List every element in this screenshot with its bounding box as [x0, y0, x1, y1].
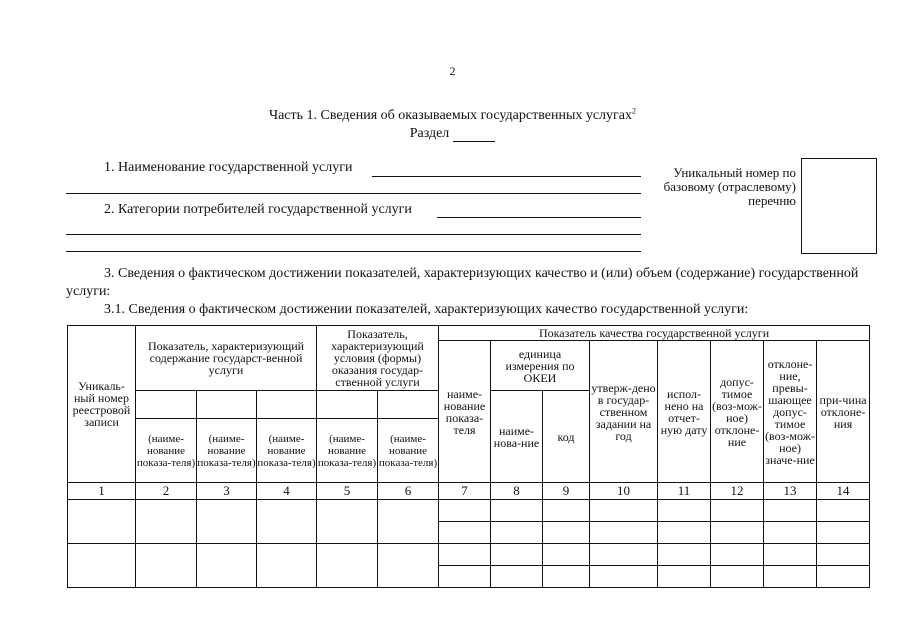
table-cell[interactable]	[764, 522, 817, 544]
h-conditions-gap-1	[317, 391, 378, 419]
col-number-2: 2	[136, 483, 197, 500]
section-line	[0, 126, 905, 142]
sub-indicator-4: (наиме-нование показа-теля)	[257, 419, 317, 483]
col-number-5: 5	[317, 483, 378, 500]
unique-number-box[interactable]	[801, 158, 877, 254]
col-number-8: 8	[491, 483, 543, 500]
table-cell[interactable]	[68, 500, 136, 544]
sub-indicator-3: (наиме-нование показа-теля)	[197, 419, 257, 483]
quality-indicators-table	[67, 325, 870, 588]
page-number: 2	[449, 64, 456, 78]
h-reason: при-чина отклоне-ния	[817, 341, 870, 483]
h-content-gap-1	[136, 391, 197, 419]
table-cell[interactable]	[543, 500, 590, 522]
item2-fill-line-3	[66, 251, 641, 252]
item2-fill-line-2	[66, 234, 641, 235]
table-cell[interactable]	[439, 522, 491, 544]
table-cell[interactable]	[590, 522, 658, 544]
col-number-4: 4	[257, 483, 317, 500]
table-cell[interactable]	[439, 566, 491, 588]
h-content: Показатель, характеризующий содержание государст-венной услуги	[136, 326, 317, 391]
col-number-13: 13	[764, 483, 817, 500]
table-cell[interactable]	[817, 544, 870, 566]
part-title: Часть 1. Сведения об оказываемых государственных услугах$^2$	[268, 106, 636, 123]
table-cell[interactable]	[658, 544, 711, 566]
h-conditions-gap-2	[378, 391, 439, 419]
table-cell[interactable]	[491, 522, 543, 544]
table-cell[interactable]	[378, 500, 439, 544]
unique-number-label: Уникальный номер по базовому (отраслевому) перечню	[663, 165, 796, 208]
sub-indicator-5: (наиме-нование показа-теля)	[317, 419, 378, 483]
h-executed: испол-нено на отчет-ную дату	[658, 341, 711, 483]
table-cell[interactable]	[590, 500, 658, 522]
table-cell[interactable]	[711, 500, 764, 522]
h-excess-dev: отклоне-ние, превы-шающее допус-тимое (воз-мож-ное) значе-ние	[764, 341, 817, 483]
table-cell[interactable]	[136, 500, 197, 544]
h-unit: единица измерения по ОКЕИ	[491, 341, 590, 391]
item2-fill-line	[437, 217, 641, 218]
table-cell[interactable]	[817, 522, 870, 544]
title-footnote: 2	[632, 106, 636, 116]
table-cell[interactable]	[197, 544, 257, 588]
table-cell[interactable]	[491, 500, 543, 522]
table-cell[interactable]	[378, 544, 439, 588]
table-cell[interactable]	[590, 566, 658, 588]
h-indicator-name: наиме-нование показа-теля	[439, 341, 491, 483]
sub-indicator-6: (наиме-нование показа-теля)	[378, 419, 439, 483]
table-cell[interactable]	[197, 500, 257, 544]
table-cell[interactable]	[491, 566, 543, 588]
table-cell[interactable]	[764, 566, 817, 588]
item1-fill-line	[372, 176, 641, 177]
table-cell[interactable]	[764, 500, 817, 522]
table-cell[interactable]	[764, 544, 817, 566]
h-conditions: Показатель, характеризующий условия (формы) оказания государ-ственной услуги	[317, 326, 439, 391]
col-number-14: 14	[817, 483, 870, 500]
table-cell[interactable]	[658, 522, 711, 544]
col-number-11: 11	[658, 483, 711, 500]
table-row	[68, 500, 870, 522]
sub-indicator-2: (наиме-нование показа-теля)	[136, 419, 197, 483]
h-content-gap-3	[257, 391, 317, 419]
table-cell[interactable]	[491, 544, 543, 566]
item1-fill-line-2	[66, 193, 641, 194]
col-number-1: 1	[68, 483, 136, 500]
table-cell[interactable]	[543, 544, 590, 566]
col-number-10: 10	[590, 483, 658, 500]
h-content-gap-2	[197, 391, 257, 419]
table-cell[interactable]	[257, 500, 317, 544]
h-unit-name: наиме-нова-ние	[491, 391, 543, 483]
table-cell[interactable]	[439, 544, 491, 566]
h-allowed-dev: допус-тимое (воз-мож-ное) отклоне-ние	[711, 341, 764, 483]
table-cell[interactable]	[711, 566, 764, 588]
item31-text: 3.1. Сведения о фактическом достижении показателей, характеризующих качество государственной услуги:	[104, 302, 749, 317]
table-cell[interactable]	[590, 544, 658, 566]
table-row	[68, 544, 870, 566]
table-cell[interactable]	[711, 544, 764, 566]
section-blank	[453, 129, 495, 142]
col-number-12: 12	[711, 483, 764, 500]
h-quality: Показатель качества государственной услуги	[439, 326, 870, 341]
table-cell[interactable]	[658, 500, 711, 522]
table-cell[interactable]	[711, 522, 764, 544]
table-cell[interactable]	[68, 544, 136, 588]
table-cell[interactable]	[257, 544, 317, 588]
table-cell[interactable]	[543, 522, 590, 544]
h-approved: утверж-дено в государ-ственном задании на год	[590, 341, 658, 483]
section-label: Раздел	[409, 126, 450, 141]
h-unit-code: код	[543, 391, 590, 483]
table-cell[interactable]	[136, 544, 197, 588]
table-cell[interactable]	[817, 566, 870, 588]
col-number-6: 6	[378, 483, 439, 500]
table-cell[interactable]	[439, 500, 491, 522]
col-number-9: 9	[543, 483, 590, 500]
item3-text: 3. Сведения о фактическом достижении показателей, характеризующих качество и (или) объем (содержание) государственной услуги:	[66, 266, 859, 299]
item2-label: 2. Категории потребителей государственной услуги	[104, 202, 412, 217]
table-cell[interactable]	[317, 544, 378, 588]
col-number-7: 7	[439, 483, 491, 500]
table-cell[interactable]	[543, 566, 590, 588]
h-registry: Уникаль-ный номер реестровой записи	[68, 326, 136, 483]
item1-label: 1. Наименование государственной услуги	[104, 160, 353, 175]
table-cell[interactable]	[658, 566, 711, 588]
table-cell[interactable]	[317, 500, 378, 544]
col-number-3: 3	[197, 483, 257, 500]
table-cell[interactable]	[817, 500, 870, 522]
